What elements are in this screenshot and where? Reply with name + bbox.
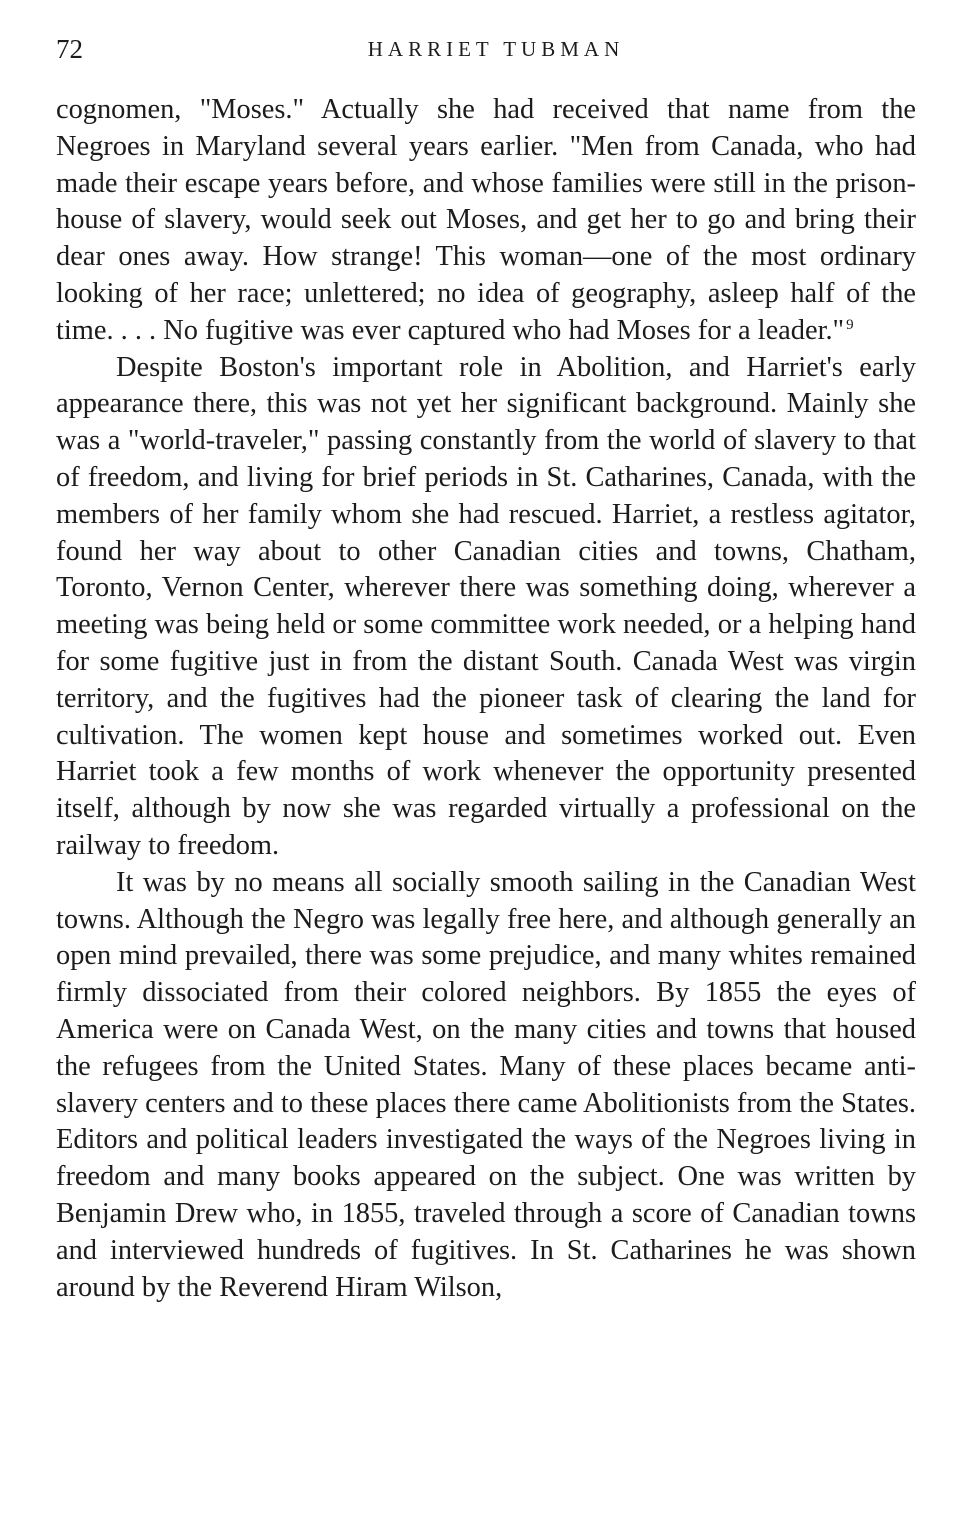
paragraph-3: It was by no means all socially smooth sailing in the Canadian West towns. Although the Negro was legally free here, and although generally an open mind prevailed, there was some prejudice, and many whites remained firmly dissociated from their colored neighbors. By 1855 the eyes of America were on Canada West, on the many cities and towns that housed the refugees from the United States. Many of these places became anti-slavery centers and to these places there came Abolitionists from the States. Editors and political leaders investigated the ways of the Negroes living in freedom and many books appeared on the subject. One was written by Benjamin Drew who, in 1855, traveled through a score of Canadian towns and interviewed hundreds of fugitives. In St. Catharines he was shown around by the Reverend Hiram Wilson, (56, 866, 916, 1303)
paragraph-2: Despite Boston's important role in Abolition, and Harriet's early appearance there, this was not yet her significant background. Mainly she was a "world-traveler," passing constantly from the world of slavery to that of freedom, and living for brief periods in St. Catharines, Canada, with the members of her family whom she had rescued. Harriet, a restless agitator, found her way about to other Canadian cities and towns, Chatham, Toronto, Vernon Center, wherever there was something doing, wherever a meeting was being held or some committee work needed, or a helping hand for some fugitive just in from the distant South. Canada West was virgin territory, and the fugitives had the pioneer task of clearing the land for cultivation. The women kept house and sometimes worked out. Even Harriet took a few months of work whenever the opportunity presented itself, although by now she was regarded virtually a professional on the railway to freedom. (56, 351, 916, 861)
running-head: HARRIET TUBMAN (367, 37, 625, 61)
paragraph-1-text: cognomen, "Moses." Actually she had received that name from the Negroes in Maryland several years earlier. "Men from Canada, who had made their escape years before, and whose families were still in the prison-house of slavery, would seek out Moses, and get her to go and bring their dear ones away. How strange! This woman—one of the most ordinary looking of her race; unlettered; no idea of geography, asleep half of the time. . . . No fugitive was ever captured who had Moses for a leader." (56, 94, 916, 346)
page-header (56, 32, 916, 68)
body-text (56, 92, 916, 1306)
footnote-marker: 9 (846, 316, 854, 333)
paragraph-1 (56, 92, 916, 350)
page-number: 72 (56, 34, 83, 64)
